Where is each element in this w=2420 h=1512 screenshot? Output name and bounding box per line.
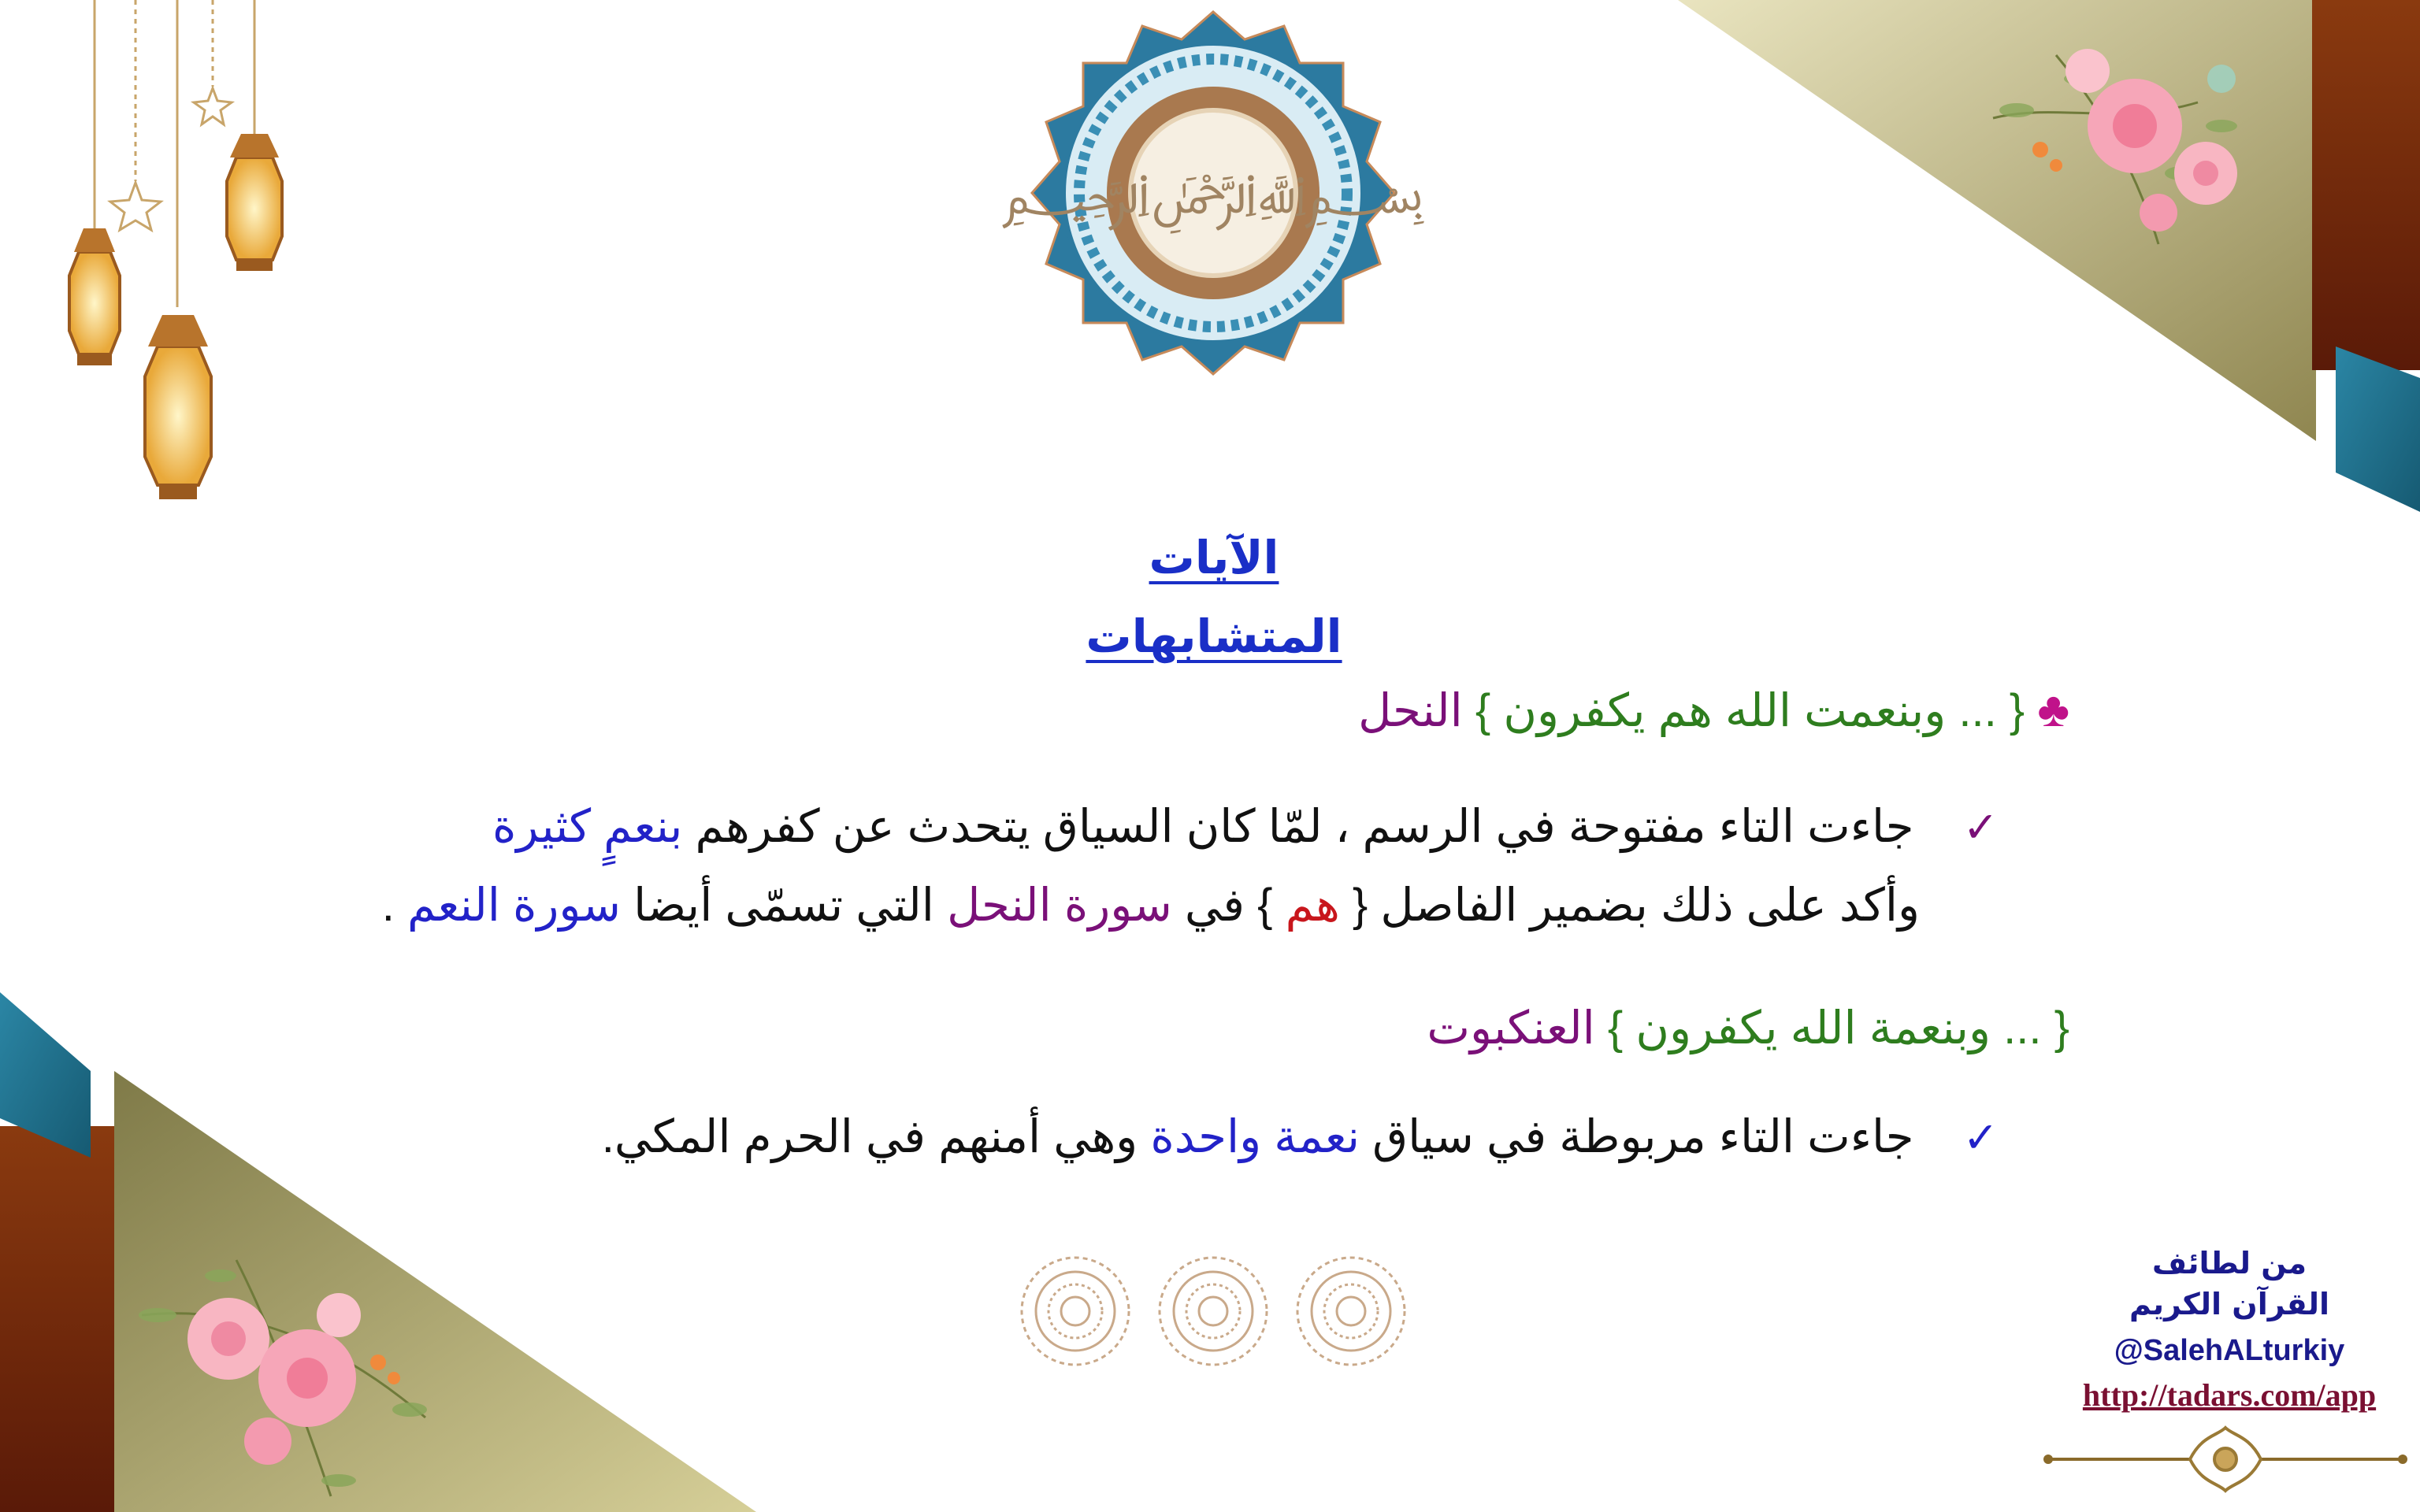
checkmark-icon: ✓ — [1962, 802, 1999, 852]
flowers-decoration-top — [1962, 8, 2277, 276]
note-3-highlight: نعمة واحدة — [1150, 1111, 1360, 1162]
note-2-text-e: التي تسمّى أيضا — [620, 880, 934, 931]
note-2-surah-niam: سورة النعم — [407, 880, 621, 931]
note-1-highlight: بنعمٍ كثيرة — [492, 801, 683, 852]
note-1-text: جاءت التاء مفتوحة في الرسم ، لمّا كان السياق يتحدث عن كفرهم — [682, 801, 1914, 852]
credit-url-link[interactable]: http://tadars.com/app — [2082, 1377, 2377, 1413]
credit-handle: @SalehALturkiy — [2114, 1334, 2345, 1367]
verse-1-text: { ... وبنعمت الله هم يكفرون } — [1475, 685, 2025, 736]
club-bullet-icon: ♣ — [2037, 683, 2069, 737]
note-2-pronoun: هم — [1285, 880, 1340, 931]
verse-1-surah: النحل — [1358, 685, 1463, 736]
checkmark-icon: ✓ — [1962, 1113, 1999, 1162]
lanterns-decoration — [47, 0, 299, 520]
flowers-decoration-bottom — [126, 1228, 473, 1512]
ornament-divider — [2040, 1424, 2411, 1495]
note-3-text-c: وهي أمنهم في الحرم المكي. — [601, 1111, 1138, 1162]
note-3 — [602, 1106, 1999, 1169]
note-2-text-c: } في — [1171, 880, 1273, 931]
page-title: الآيات المتشابهات — [1086, 531, 1342, 663]
note-2-surah-nahl: سورة النحل — [947, 880, 1172, 931]
note-1 — [492, 795, 1999, 859]
mandala-ornaments — [1016, 1252, 1410, 1370]
verse-2-text: { ... وبنعمة الله يكفرون } — [1607, 1002, 2069, 1054]
note-3-text: جاءت التاء مربوطة في سياق — [1360, 1111, 1914, 1162]
svg-text:﷽: ﷽ — [1001, 161, 1425, 226]
verse-2-surah: العنكبوت — [1427, 1002, 1595, 1054]
verse-2 — [1427, 997, 2069, 1060]
note-2-text-a: وأكد على ذلك بضمير الفاصل { — [1339, 880, 1920, 931]
verse-1 — [1358, 679, 2069, 743]
note-2 — [382, 874, 1920, 937]
credit-line-2: القرآن الكريم — [2129, 1287, 2330, 1321]
quran-medallion-logo — [1001, 8, 1425, 378]
credit-line-1: من لطائف — [2151, 1246, 2307, 1280]
note-2-text-g: . — [381, 880, 395, 931]
